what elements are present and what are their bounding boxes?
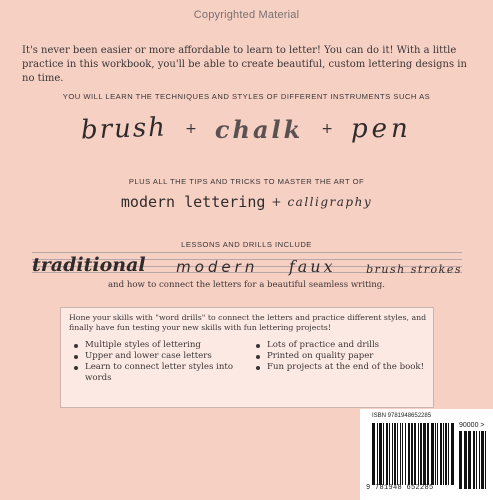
- barcode-stripe: [476, 431, 477, 489]
- plus-sign: +: [185, 121, 197, 137]
- barcode-stripe: [394, 423, 396, 485]
- features-intro: Hone your skills with "word drills" to connect the letters and practice different styles, and finally have fun testing your new skills with fun lettering projects!: [69, 313, 427, 332]
- price-arrow: >: [480, 422, 485, 429]
- list-item: Lots of practice and drills: [255, 340, 429, 351]
- barcode-stripe: [427, 423, 429, 485]
- word-calligraphy: calligraphy: [287, 195, 373, 209]
- barcode-stripe: [392, 423, 393, 485]
- barcode-stripe: [420, 423, 422, 485]
- barcode-stripe: [423, 423, 426, 485]
- word-brush-strokes: brush strokes: [366, 263, 462, 276]
- features-box: [60, 307, 434, 408]
- barcode-stripe: [464, 431, 467, 489]
- drill-guidelines: [32, 250, 462, 276]
- barcode-stripe: [408, 423, 410, 485]
- copyright-watermark: Copyrighted Material: [193, 9, 300, 21]
- barcode-stripe: [473, 431, 475, 489]
- barcode-stripe: [459, 431, 462, 489]
- list-item: Upper and lower case letters: [73, 351, 253, 362]
- word-traditional: traditional: [32, 254, 146, 276]
- barcode-stripe: [400, 423, 401, 485]
- intro-paragraph: It's never been easier or more affordable to learn to letter! You can do it! With a little practice in this workbook, you'll be able to create beautiful, custom lettering designs in no time.: [22, 45, 467, 84]
- word-modern: modern: [176, 258, 259, 276]
- drill-words: [32, 250, 462, 276]
- list-item: Fun projects at the end of the book!: [255, 362, 429, 373]
- barcode-stripe: [372, 423, 375, 485]
- tips-heading: PLUS ALL THE TIPS AND TRICKS TO MASTER THE ART OF: [128, 177, 365, 186]
- price-code-value: 90000: [459, 422, 479, 429]
- word-brush: brush: [80, 112, 168, 146]
- barcode-stripe: [481, 431, 484, 489]
- barcode-stripe: [448, 423, 449, 485]
- word-modern-lettering: modern lettering: [120, 193, 266, 211]
- barcode-stripe: [468, 431, 471, 489]
- barcode-stripe: [389, 423, 390, 485]
- list-item: Learn to connect letter styles into words: [73, 362, 253, 384]
- barcode-addon: [459, 431, 487, 489]
- barcode-stripe: [411, 423, 413, 485]
- barcode-stripe: [414, 423, 416, 485]
- word-faux: faux: [288, 257, 336, 276]
- barcode-stripe: [431, 423, 434, 485]
- barcode-stripe: [451, 423, 454, 485]
- barcode-stripe: [445, 423, 447, 485]
- plus-sign: +: [271, 195, 282, 209]
- barcode-stripe: [479, 431, 480, 489]
- instruments-heading: YOU WILL LEARN THE TECHNIQUES AND STYLES OF DIFFERENT INSTRUMENTS SUCH AS: [62, 92, 431, 101]
- barcode-stripe: [386, 423, 388, 485]
- list-item: Printed on quality paper: [255, 351, 429, 362]
- features-list-left: [73, 340, 253, 384]
- price-code: [459, 422, 485, 429]
- barcode-block: [360, 409, 493, 500]
- barcode-stripe: [443, 423, 444, 485]
- barcode-stripe: [383, 423, 384, 485]
- lessons-subtext: and how to connect the letters for a beautiful seamless writing.: [107, 280, 386, 290]
- barcode-stripe: [485, 431, 486, 489]
- barcode-stripe: [440, 423, 442, 485]
- tips-row: [0, 190, 493, 214]
- barcode-stripe: [405, 423, 406, 485]
- features-list-right: [255, 340, 429, 373]
- lessons-heading: LESSONS AND DRILLS INCLUDE: [181, 240, 312, 249]
- word-pen: pen: [350, 114, 412, 144]
- isbn-label: ISBN 9781948652285: [372, 413, 432, 419]
- barcode-stripe: [435, 423, 436, 485]
- barcode-stripe: [397, 423, 398, 485]
- barcode-stripe: [379, 423, 382, 485]
- barcode-digits: 9 781948 652285: [366, 484, 434, 492]
- plus-sign: +: [321, 121, 333, 137]
- barcode-stripe: [402, 423, 403, 485]
- word-chalk: chalk: [214, 114, 304, 144]
- barcode-stripe: [377, 423, 378, 485]
- barcode-stripe: [437, 423, 438, 485]
- barcode-main: [372, 423, 456, 485]
- list-item: Multiple styles of lettering: [73, 340, 253, 351]
- instruments-row: [0, 108, 493, 150]
- barcode-stripe: [418, 423, 419, 485]
